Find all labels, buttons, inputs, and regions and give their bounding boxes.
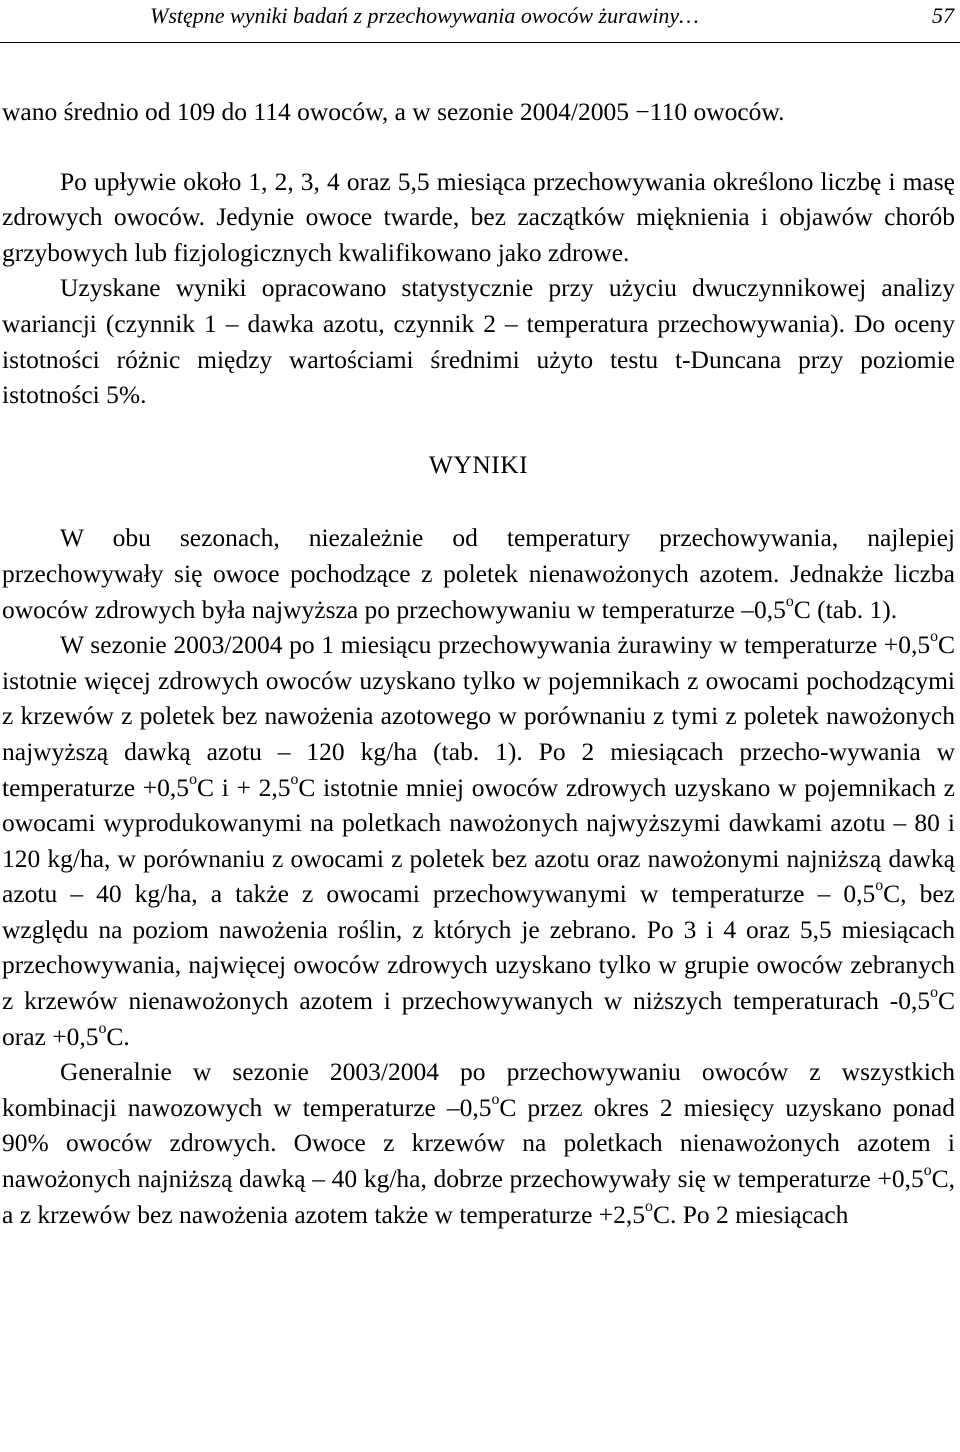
- degree-superscript: o: [930, 628, 938, 646]
- degree-superscript: o: [645, 1197, 653, 1215]
- text-run: C istotnie więcej zdrowych owoców uzyskano tylko w pojemnikach z owocami pochodzącymi z krzewów z poletek bez nawożenia azotowego w porównaniu z tymi z poletek nawożonych najwyższą dawką azotu – 120 kg/ha (tab. 1). Po 2 miesiącach przecho-wywania w temperaturze +0,5: [2, 630, 955, 802]
- text-run: W sezonie 2003/2004 po 1 miesiącu przechowywania żurawiny w temperaturze +0,5: [60, 630, 931, 660]
- paragraph-methods-1: Po upływie około 1, 2, 3, 4 oraz 5,5 miesiąca przechowywania określono liczbę i masę zdrowych owoców. Jedynie owoce twarde, bez zaczątków mięknienia i objawów chorób grzybowych lub fizjologicznych kwalifikowano jako zdrowe.: [2, 166, 955, 267]
- running-header-title: Wstępne wyniki badań z przechowywania owoców żurawiny…: [150, 3, 699, 28]
- degree-superscript: o: [491, 1091, 500, 1108]
- running-header: [0, 0, 960, 43]
- paragraph-results-3: [2, 1054, 955, 1232]
- degree-superscript: o: [98, 1019, 107, 1037]
- degree-superscript: o: [189, 770, 197, 788]
- page-number: 57: [932, 3, 954, 28]
- text-run: W obu sezonach, niezależnie od temperatury przechowywania, najlepiej przechowywały się owoce pochodzące z poletek nienawożonych azotem. Jednakże liczba owoców zdrowych była najwyższa po przechowywaniu w temperaturze –0,5: [2, 523, 955, 624]
- text-run: Generalnie w sezonie 2003/2004 po przechowywaniu owoców z wszystkich kombinacji nawozowych w temperaturze –0,5: [2, 1057, 955, 1122]
- text-run: C istotnie mniej owoców zdrowych uzyskano w pojemnikach z owocami wyprodukowanymi na poletkach nawożonych najwyższymi dawkami azotu – 80 i 120 kg/ha, w porównaniu z owocami z poletek bez azotu oraz nawożonymi najniższą dawką azotu – 40 kg/ha, a także z owocami przechowywanymi w temperaturze – 0,5: [2, 772, 955, 909]
- text-run: C oraz +0,5: [2, 986, 955, 1051]
- text-run: C. Po 2 miesiącach: [652, 1199, 849, 1229]
- paragraph-results-2: [2, 627, 955, 1054]
- body-text: [2, 94, 955, 1232]
- degree-superscript: o: [923, 1162, 932, 1180]
- paragraph-continuation: wano średnio od 109 do 114 owoców, a w sezonie 2004/2005 −110 owoców.: [2, 97, 785, 126]
- text-run: C, bez względu na poziom nawożenia roślin, z których je zebrano. Po 3 i 4 oraz 5,5 miesiącach przechowywania, najwięcej owoców zdrowych uzyskano tylko w grupie owoców zebranych z krzewów nienawożonych azotem i przechowywanych w niższych temperaturach -0,5: [2, 879, 955, 1016]
- degree-superscript: o: [785, 592, 794, 610]
- text-run: C, a z krzewów bez nawożenia azotem także w temperaturze +2,5: [2, 1164, 955, 1229]
- degree-superscript: o: [290, 770, 299, 788]
- paragraph-methods-2: Uzyskane wyniki opracowano statystycznie przy użyciu dwuczynnikowej analizy wariancji (czynnik 1 – dawka azotu, czynnik 2 – temperatura przechowywania). Do oceny istotności różnic między wartościami średnimi użyto testu t-Duncana przy poziomie istotności 5%.: [2, 273, 955, 410]
- text-run: C.: [106, 1021, 130, 1051]
- text-run: C i + 2,5: [196, 772, 291, 802]
- text-run: C przez okres 2 miesięcy uzyskano ponad 90% owoców zdrowych. Owoce z krzewów na poletkach nienawożonych azotem i nawożonych najniższą dawką – 40 kg/ha, dobrze przechowywały się w temperaturze +0,5: [2, 1092, 955, 1194]
- paragraph-results-1: [2, 520, 955, 627]
- text-run: C (tab. 1).: [793, 594, 898, 624]
- degree-superscript: o: [930, 984, 938, 1002]
- section-heading: WYNIKI: [428, 449, 529, 479]
- degree-superscript: o: [875, 877, 884, 895]
